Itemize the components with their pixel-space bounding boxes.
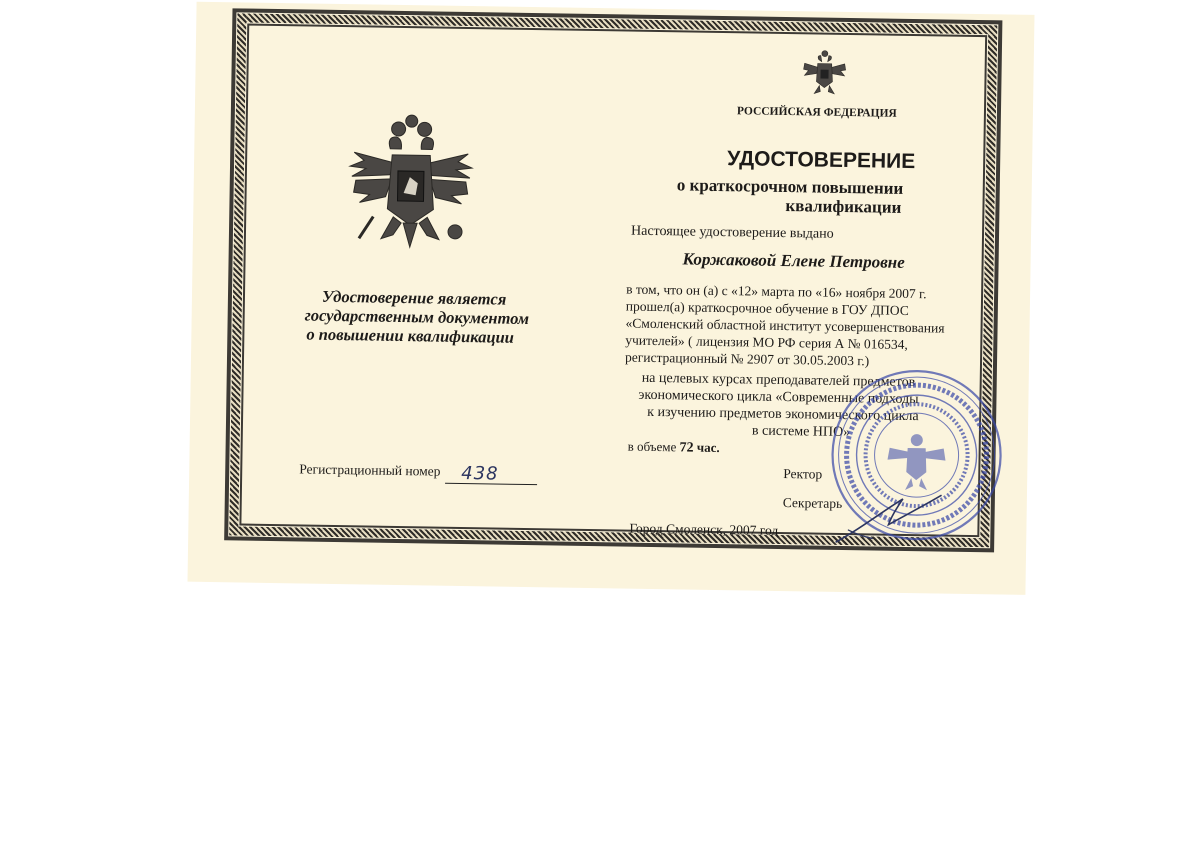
city-year: Город Смоленск, 2007 год bbox=[629, 520, 779, 538]
country-name: РОССИЙСКАЯ ФЕДЕРАЦИЯ bbox=[736, 105, 897, 120]
volume-line bbox=[628, 439, 720, 457]
volume-unit: час. bbox=[696, 439, 720, 456]
statement-line-2: государственным документом bbox=[304, 305, 530, 329]
issued-to-label: Настоящее удостоверение выдано bbox=[630, 223, 834, 242]
registration-label: Регистрационный номер bbox=[299, 461, 441, 479]
course-line-3: к изучению предметов экономического цикла bbox=[647, 404, 919, 425]
certificate-sheet bbox=[187, 2, 1034, 595]
rector-label: Ректор bbox=[783, 466, 823, 482]
document-subtitle-line-2: квалификации bbox=[785, 196, 902, 217]
body-line-1: в том, что он (а) с «12» марта по «16» ноября 2007 г. bbox=[626, 281, 927, 302]
handwritten-signature bbox=[828, 490, 949, 552]
body-line-5: регистрационный № 2907 от 30.05.2003 г.) bbox=[624, 349, 870, 369]
course-line-4: в системе НПО» bbox=[751, 423, 851, 441]
coat-of-arms-small bbox=[802, 49, 847, 98]
statement-line-1: Удостоверение является bbox=[321, 286, 507, 309]
body-line-2: прошел(а) краткосрочное обучение в ГОУ ДПОС bbox=[625, 298, 909, 318]
course-line-2: экономического цикла «Современные подходы bbox=[638, 387, 919, 408]
registration-number: 438 bbox=[461, 462, 499, 485]
statement-line-3: о повышении квалификации bbox=[306, 324, 515, 347]
body-line-4: учителей» ( лицензия МО РФ серия А № 016534, bbox=[625, 332, 908, 352]
document-subtitle-line-1: о краткосрочном повышении bbox=[676, 175, 904, 198]
coat-of-arms-large bbox=[345, 112, 477, 254]
course-line-1: на целевых курсах преподавателей предметов bbox=[641, 370, 916, 391]
recipient-name: Коржаковой Елене Петровне bbox=[682, 249, 905, 272]
body-line-3: «Смоленский областной институт усовершенствования bbox=[625, 315, 945, 336]
document-title: УДОСТОВЕРЕНИЕ bbox=[727, 147, 916, 174]
volume-prefix: в объеме bbox=[627, 438, 677, 455]
secretary-label: Секретарь bbox=[782, 495, 843, 511]
volume-hours: 72 bbox=[679, 440, 694, 456]
